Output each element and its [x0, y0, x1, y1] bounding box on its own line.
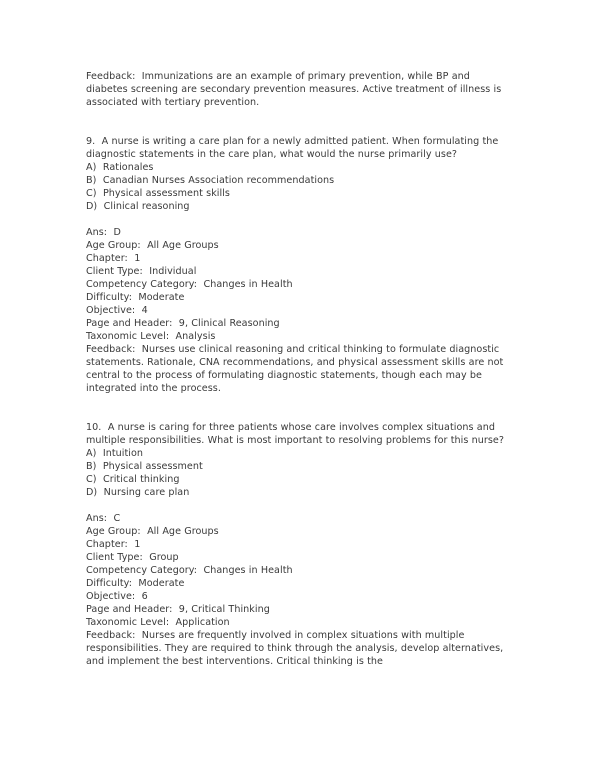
question-10-option-d[interactable]: D) Nursing care plan — [86, 487, 190, 498]
question-10-option-a[interactable]: A) Intuition — [86, 448, 144, 459]
question-9-option-a[interactable]: A) Rationales — [86, 162, 154, 173]
question-10-answer: Ans: C — [86, 513, 121, 524]
question-10-chapter: Chapter: 1 — [86, 539, 141, 550]
question-10-page-and-header: Page and Header: 9, Critical Thinking — [86, 604, 270, 615]
question-9-chapter: Chapter: 1 — [86, 253, 141, 264]
question-9-option-b[interactable]: B) Canadian Nurses Association recommendations — [86, 175, 335, 186]
question-9-competency-category: Competency Category: Changes in Health — [86, 279, 293, 290]
question-9-feedback: Feedback: Nurses use clinical reasoning and critical thinking to formulate diagnostic statements. Rationale, CNA recommendations, and physical assessment skills are not central to the process of formulating diagnostic statements, though each may be integrated into the process. — [86, 344, 507, 394]
question-10-option-b[interactable]: B) Physical assessment — [86, 461, 203, 472]
line-spacer — [86, 213, 510, 226]
question-9-difficulty: Difficulty: Moderate — [86, 292, 185, 303]
block-spacer — [86, 109, 510, 135]
question-9-option-d[interactable]: D) Clinical reasoning — [86, 201, 190, 212]
question-9-objective: Objective: 4 — [86, 305, 148, 316]
question-9-page-and-header: Page and Header: 9, Clinical Reasoning — [86, 318, 280, 329]
continued-feedback-paragraph: Feedback: Immunizations are an example of primary prevention, while BP and diabetes screening are secondary prevention measures. Active treatment of illness is associated with tertiary prevention. — [86, 71, 505, 108]
question-10-age-group: Age Group: All Age Groups — [86, 526, 219, 537]
question-10-difficulty: Difficulty: Moderate — [86, 578, 185, 589]
question-9-taxonomic-level: Taxonomic Level: Analysis — [86, 331, 216, 342]
question-9-answer: Ans: D — [86, 227, 121, 238]
question-9-option-c[interactable]: C) Physical assessment skills — [86, 188, 230, 199]
block-spacer — [86, 395, 510, 421]
question-9-age-group: Age Group: All Age Groups — [86, 240, 219, 251]
question-10-client-type: Client Type: Group — [86, 552, 179, 563]
document-text-flow — [86, 70, 510, 668]
question-10-option-c[interactable]: C) Critical thinking — [86, 474, 180, 485]
question-10-competency-category: Competency Category: Changes in Health — [86, 565, 293, 576]
question-9-client-type: Client Type: Individual — [86, 266, 197, 277]
question-9-stem: 9. A nurse is writing a care plan for a newly admitted patient. When formulating the diagnostic statements in the care plan, what would the nurse primarily use? — [86, 136, 502, 160]
line-spacer — [86, 499, 510, 512]
question-10-objective: Objective: 6 — [86, 591, 148, 602]
question-10-stem: 10. A nurse is caring for three patients whose care involves complex situations and multiple responsibilities. What is most important to resolving problems for this nurse? — [86, 422, 505, 446]
question-10-taxonomic-level: Taxonomic Level: Application — [86, 617, 230, 628]
question-10-feedback: Feedback: Nurses are frequently involved in complex situations with multiple responsibilities. They are required to think through the analysis, develop alternatives, and implement the best interventions. Critical thinking is the — [86, 630, 507, 667]
